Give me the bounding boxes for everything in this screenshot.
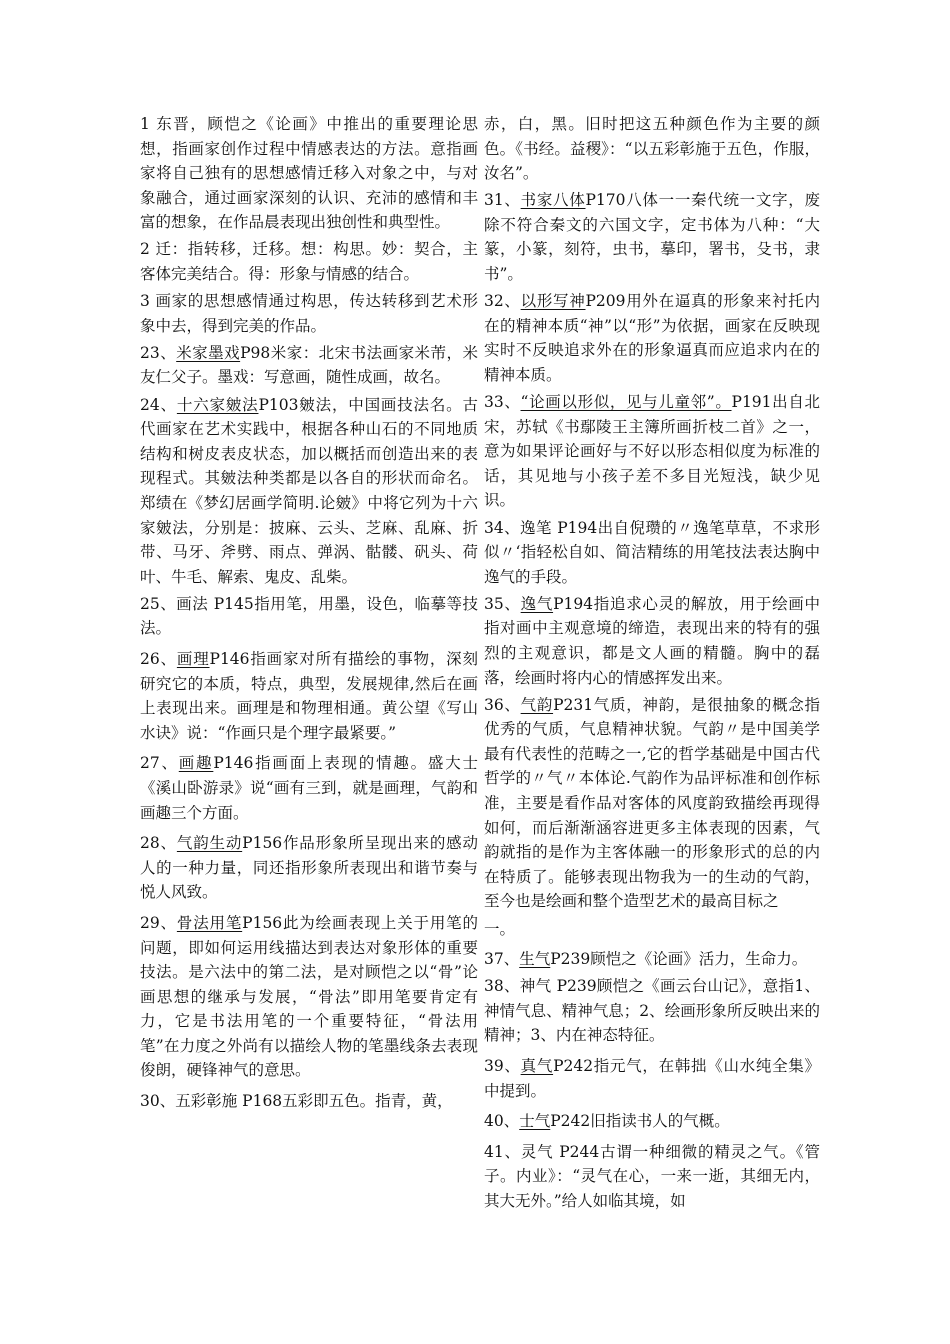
entry-term: 士气 — [519, 1112, 551, 1131]
entry-body: P231气质，神韵，是很抽象的概念指优秀的气质，气息精神状貌。气韵〃是中国美学最有代表性的范畴之一,它的哲学基础是中国古代哲学的〃气〃本体论.气韵作为品评标准和创作标准，主要是看作品对客体的风度韵致描绘再现得如何，而后渐渐涵容进更多主体表现的因素，气韵就指的是作为主客体融一的形象形式的总的内在特质了。能够表现出物我为一的生动的气韵，至今也是绘画和整个造型艺术的最高目标之 — [484, 695, 820, 911]
entry-term: 书家八体 — [520, 191, 586, 210]
entry-body: P242指元气，在韩拙《山水纯全集》中提到。 — [484, 1056, 820, 1100]
entry-lead: 38、神气 — [484, 977, 557, 996]
entry-lead: 32、 — [484, 292, 521, 311]
entry-body: P145指用笔，用墨，设色，临摹等技法。 — [140, 594, 479, 638]
entry-body: P146指画面上表现的情趣。盛大士《溪山卧游录》说“画有三到，就是画理，气韵和画趣三个方面。 — [140, 754, 478, 822]
entry-term: 气韵 — [520, 695, 554, 714]
entry-body: 2 迁：指转移，迁移。想：构思。妙：契合，主客体完美结合。得：形象与情感的结合。 — [140, 240, 478, 284]
entry-body: 赤，白，黑。旧时把这五种颜色作为主要的颜色。《书经。益稷》：“以五彩彰施于五色，作服，汝名”。 — [484, 115, 820, 183]
entry-term: 以形写神 — [520, 292, 586, 311]
entry-35 — [484, 592, 820, 690]
entry-body: P103皴法，中国画技法名。古代画家在艺术实践中，根据各种山石的不同地质结构和树皮表皮状态，加以概括而创造出来的表现程式。其皴法种类都是以各自的形状而命名。郑绩在《梦幻居画学简明.论皴》中将它列为十六家皴法，分别是：披麻、云头、芝麻、乱麻、折带、马牙、斧劈、雨点、弹涡、骷髅、矾头、荷叶、牛毛、解索、鬼皮、乱柴。 — [140, 395, 478, 586]
entry-lead: 35、 — [484, 594, 521, 613]
entry-lead: 41、灵气 — [484, 1142, 560, 1161]
entry-lead: 36、 — [484, 695, 521, 714]
entry-31 — [484, 188, 820, 286]
entry-lead: 26、 — [140, 649, 177, 668]
entry-term: 米家墨戏 — [176, 343, 241, 362]
entry-26 — [140, 647, 478, 745]
entry-body: P156作品形象所呈现出来的感动人的一种力量，同还指形象所表现出和谐节奏与悦人风致。 — [140, 834, 478, 902]
entry-lead: 40、 — [484, 1112, 520, 1131]
entry-body: P170八体一一秦代统一文字，废除不符合秦文的六国文字，定书体为八种：“大篆，小篆，刻符，虫书，摹印，署书，殳书，隶书”。 — [484, 191, 820, 284]
entry-body: P239顾恺之《论画》活力，生命力。 — [550, 950, 808, 969]
entry-body: 1 东晋，顾恺之《论画》中推出的重要理论思想，指画家创作过程中情感表达的方法。意指画家将自己独有的思想感情迁移入对象之中，与对象融合，通过画家深刻的认识、充沛的感情和丰富的想象，在作品晨表现出独创性和典型性。 — [140, 115, 478, 232]
entry-lead: 33、 — [484, 393, 521, 412]
entry-term: 逸气 — [520, 594, 554, 613]
entry-body: P156此为绘画表现上关于用笔的问题，即如何运用线描达到表达对象形体的重要技法。是六法中的第二法，是对顾恺之以“骨”论画思想的继承与发展，“骨法”即用笔要肯定有力，它是书法用笔的一个重要特征，“骨法用笔”在力度之外尚有以描绘人物的笔墨线条去表现俊朗，硬锋神气的意思。 — [140, 913, 478, 1080]
entry-36-tail — [484, 917, 820, 942]
entry-3 — [140, 289, 478, 338]
entry-lead: 27、 — [140, 754, 179, 773]
entry-body: P244古谓一种细微的精灵之气。《管子。内业》：“灵气在心，一来一逝，其细无内，其大无外。”给人如临其境，如 — [484, 1142, 820, 1210]
entry-32 — [484, 289, 820, 387]
entry-37 — [484, 947, 820, 972]
entry-25 — [140, 592, 478, 641]
entry-lead: 37、 — [484, 950, 520, 969]
entry-lead: 24、 — [140, 395, 177, 414]
entry-lead: 30、五彩彰施 — [140, 1092, 243, 1111]
entry-28 — [140, 831, 478, 905]
entry-term: 画理 — [176, 649, 210, 668]
entry-body: P146指画家对所有描绘的事物，深刻研究它的本质，特点，典型，发展规律,然后在画上表现出来。画理是和物理相通。黄公望《写山水诀》说：“作画只是个理字最紧要。” — [140, 649, 478, 742]
entry-term: “论画以形似，见与儿童邻”。 — [520, 393, 732, 412]
entry-24 — [140, 393, 478, 590]
entry-2 — [140, 237, 478, 286]
entry-body: P191出自北宋，苏轼《书鄢陵王主簿所画折枝二首》之一，意为如果评论画好与不好以形态相似度为标准的话，其见地与小孩子差不多目光短浅，缺少见识。 — [484, 393, 820, 510]
entry-29 — [140, 911, 478, 1083]
entry-36 — [484, 693, 820, 914]
entry-33 — [484, 390, 820, 513]
entry-term: 画趣 — [178, 754, 214, 773]
entry-1 — [140, 112, 478, 235]
entry-38 — [484, 974, 820, 1048]
entry-23 — [140, 341, 478, 390]
entry-body: 一。 — [484, 919, 516, 938]
entry-lead: 28、 — [140, 834, 177, 853]
entry-body: P98米家：北宋书法画家米芾，米友仁父子。墨戏：写意画，随性成画，故名。 — [140, 343, 478, 387]
entry-term: 生气 — [519, 950, 551, 969]
entry-body: P194指追求心灵的解放，用于绘画中指对画中主观意境的缔造，表现出来的特有的强烈的主观意识，都是文人画的精髓。胸中的磊落，绘画时将内心的情感挥发出来。 — [484, 594, 820, 687]
entry-lead: 23、 — [140, 343, 177, 362]
entry-30 — [140, 1089, 478, 1114]
entry-lead: 25、画法 — [140, 594, 214, 613]
entry-41 — [484, 1140, 820, 1214]
entry-30-continued — [484, 112, 820, 186]
entry-lead: 39、 — [484, 1056, 521, 1075]
entry-term: 骨法用笔 — [176, 913, 243, 932]
left-column — [140, 112, 478, 1116]
entry-lead: 29、 — [140, 913, 177, 932]
entry-term: 十六家皴法 — [176, 395, 259, 414]
entry-body: P194出自倪瓒的〃逸笔草草，不求形似〃‘指轻松自如、简洁精练的用笔技法表达胸中逸气的手段。 — [484, 518, 821, 586]
entry-body: 3 画家的思想感情通过构思，传达转移到艺术形象中去，得到完美的作品。 — [140, 292, 478, 335]
entry-40 — [484, 1109, 820, 1134]
entry-39 — [484, 1054, 820, 1103]
entry-lead: 34、逸笔 — [484, 518, 558, 537]
entry-body: P209用外在逼真的形象来衬托内在的精神本质“神”以“形”为依据，画家在反映现实时不反映追求外在的形象逼真而应追求内在的精神本质。 — [484, 292, 820, 384]
entry-term: 真气 — [520, 1056, 554, 1075]
entry-lead: 31、 — [484, 191, 521, 210]
right-column — [484, 112, 820, 1216]
entry-term: 气韵生动 — [176, 834, 243, 853]
entry-27 — [140, 751, 478, 825]
entry-body: P242旧指读书人的气概。 — [550, 1112, 730, 1131]
entry-body: P168五彩即五色。指青，黄， — [242, 1092, 453, 1111]
entry-body: P239顾恺之《画云台山记》，意指1、神情气息、精神气息；2、绘画形象所反映出来的精神；3、内在神态特征。 — [484, 977, 820, 1045]
entry-34 — [484, 516, 820, 590]
